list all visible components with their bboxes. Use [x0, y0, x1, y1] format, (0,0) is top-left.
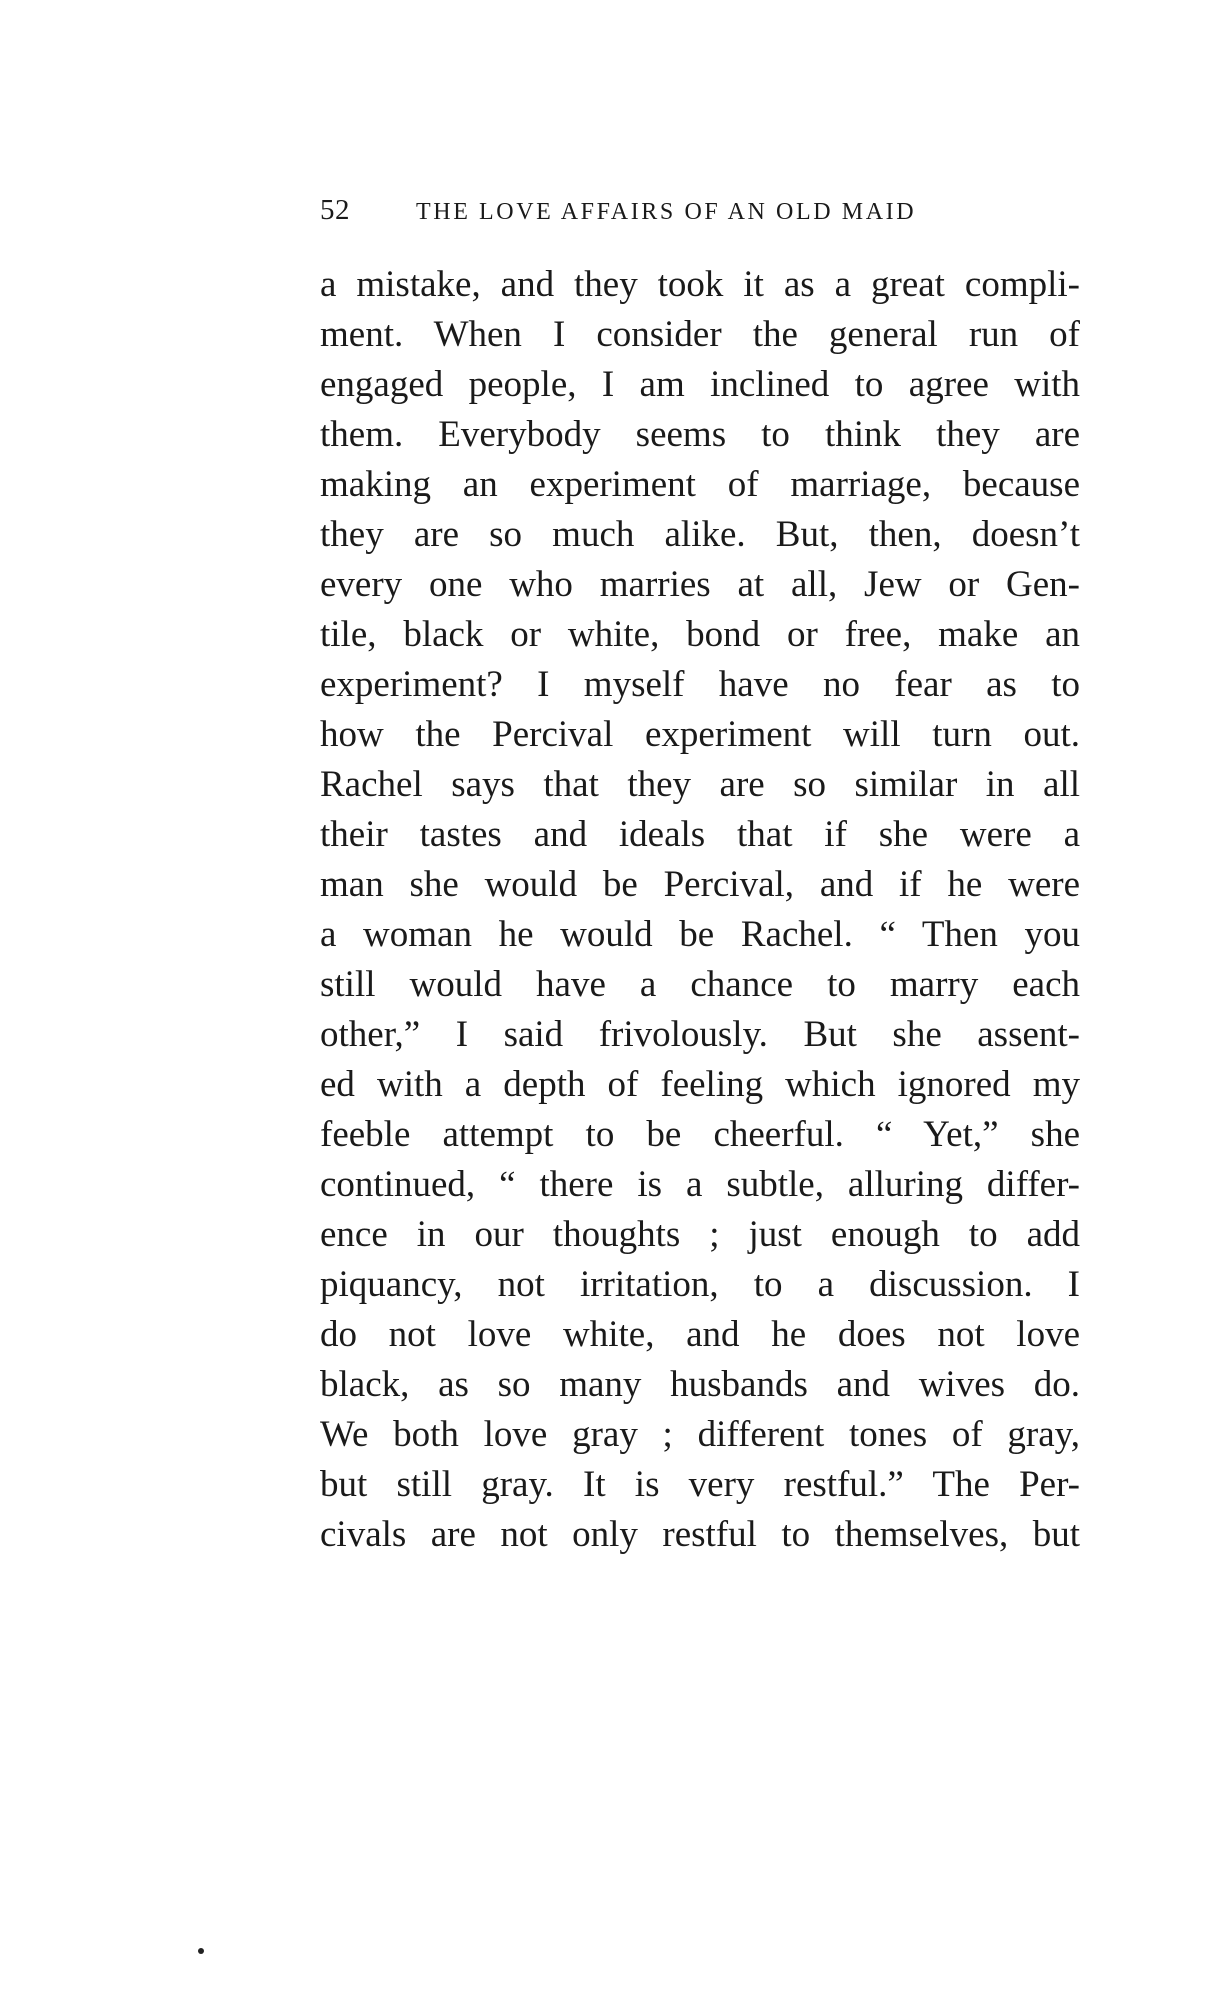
- text-line: We both love gray ; different tones of gray,: [320, 1414, 1080, 1455]
- text-line: them. Everybody seems to think they are: [320, 414, 1080, 455]
- text-line: but still gray. It is very restful.” The Per-: [320, 1464, 1080, 1505]
- text-line: making an experiment of marriage, because: [320, 464, 1080, 505]
- text-line: continued, “ there is a subtle, alluring differ-: [320, 1164, 1080, 1205]
- text-line: tile, black or white, bond or free, make an: [320, 614, 1080, 655]
- page-number: 52: [320, 194, 350, 226]
- text-line: do not love white, and he does not love: [320, 1314, 1080, 1355]
- text-line: civals are not only restful to themselves, but: [320, 1514, 1080, 1555]
- text-line: piquancy, not irritation, to a discussion. I: [320, 1264, 1080, 1305]
- text-line: ment. When I consider the general run of: [320, 314, 1080, 355]
- text-line: experiment? I myself have no fear as to: [320, 664, 1080, 705]
- text-line: black, as so many husbands and wives do.: [320, 1364, 1080, 1405]
- text-line: a woman he would be Rachel. “ Then you: [320, 914, 1080, 955]
- text-line: every one who marries at all, Jew or Gen-: [320, 564, 1080, 605]
- print-speck: [198, 1948, 204, 1954]
- text-line: other,” I said frivolously. But she assent-: [320, 1014, 1080, 1055]
- text-line: still would have a chance to marry each: [320, 964, 1080, 1005]
- text-line: ed with a depth of feeling which ignored my: [320, 1064, 1080, 1105]
- text-line: man she would be Percival, and if he were: [320, 864, 1080, 905]
- running-title: THE LOVE AFFAIRS OF AN OLD MAID: [416, 199, 917, 225]
- text-line: a mistake, and they took it as a great compli-: [320, 264, 1080, 305]
- text-line: engaged people, I am inclined to agree with: [320, 364, 1080, 405]
- running-head: [320, 190, 1080, 230]
- text-line: how the Percival experiment will turn out.: [320, 714, 1080, 755]
- text-line: they are so much alike. But, then, doesn’t: [320, 514, 1080, 555]
- text-line: ence in our thoughts ; just enough to add: [320, 1214, 1080, 1255]
- body-text: [320, 260, 1080, 1560]
- text-line: Rachel says that they are so similar in all: [320, 764, 1080, 805]
- text-line: their tastes and ideals that if she were a: [320, 814, 1080, 855]
- text-line: feeble attempt to be cheerful. “ Yet,” she: [320, 1114, 1080, 1155]
